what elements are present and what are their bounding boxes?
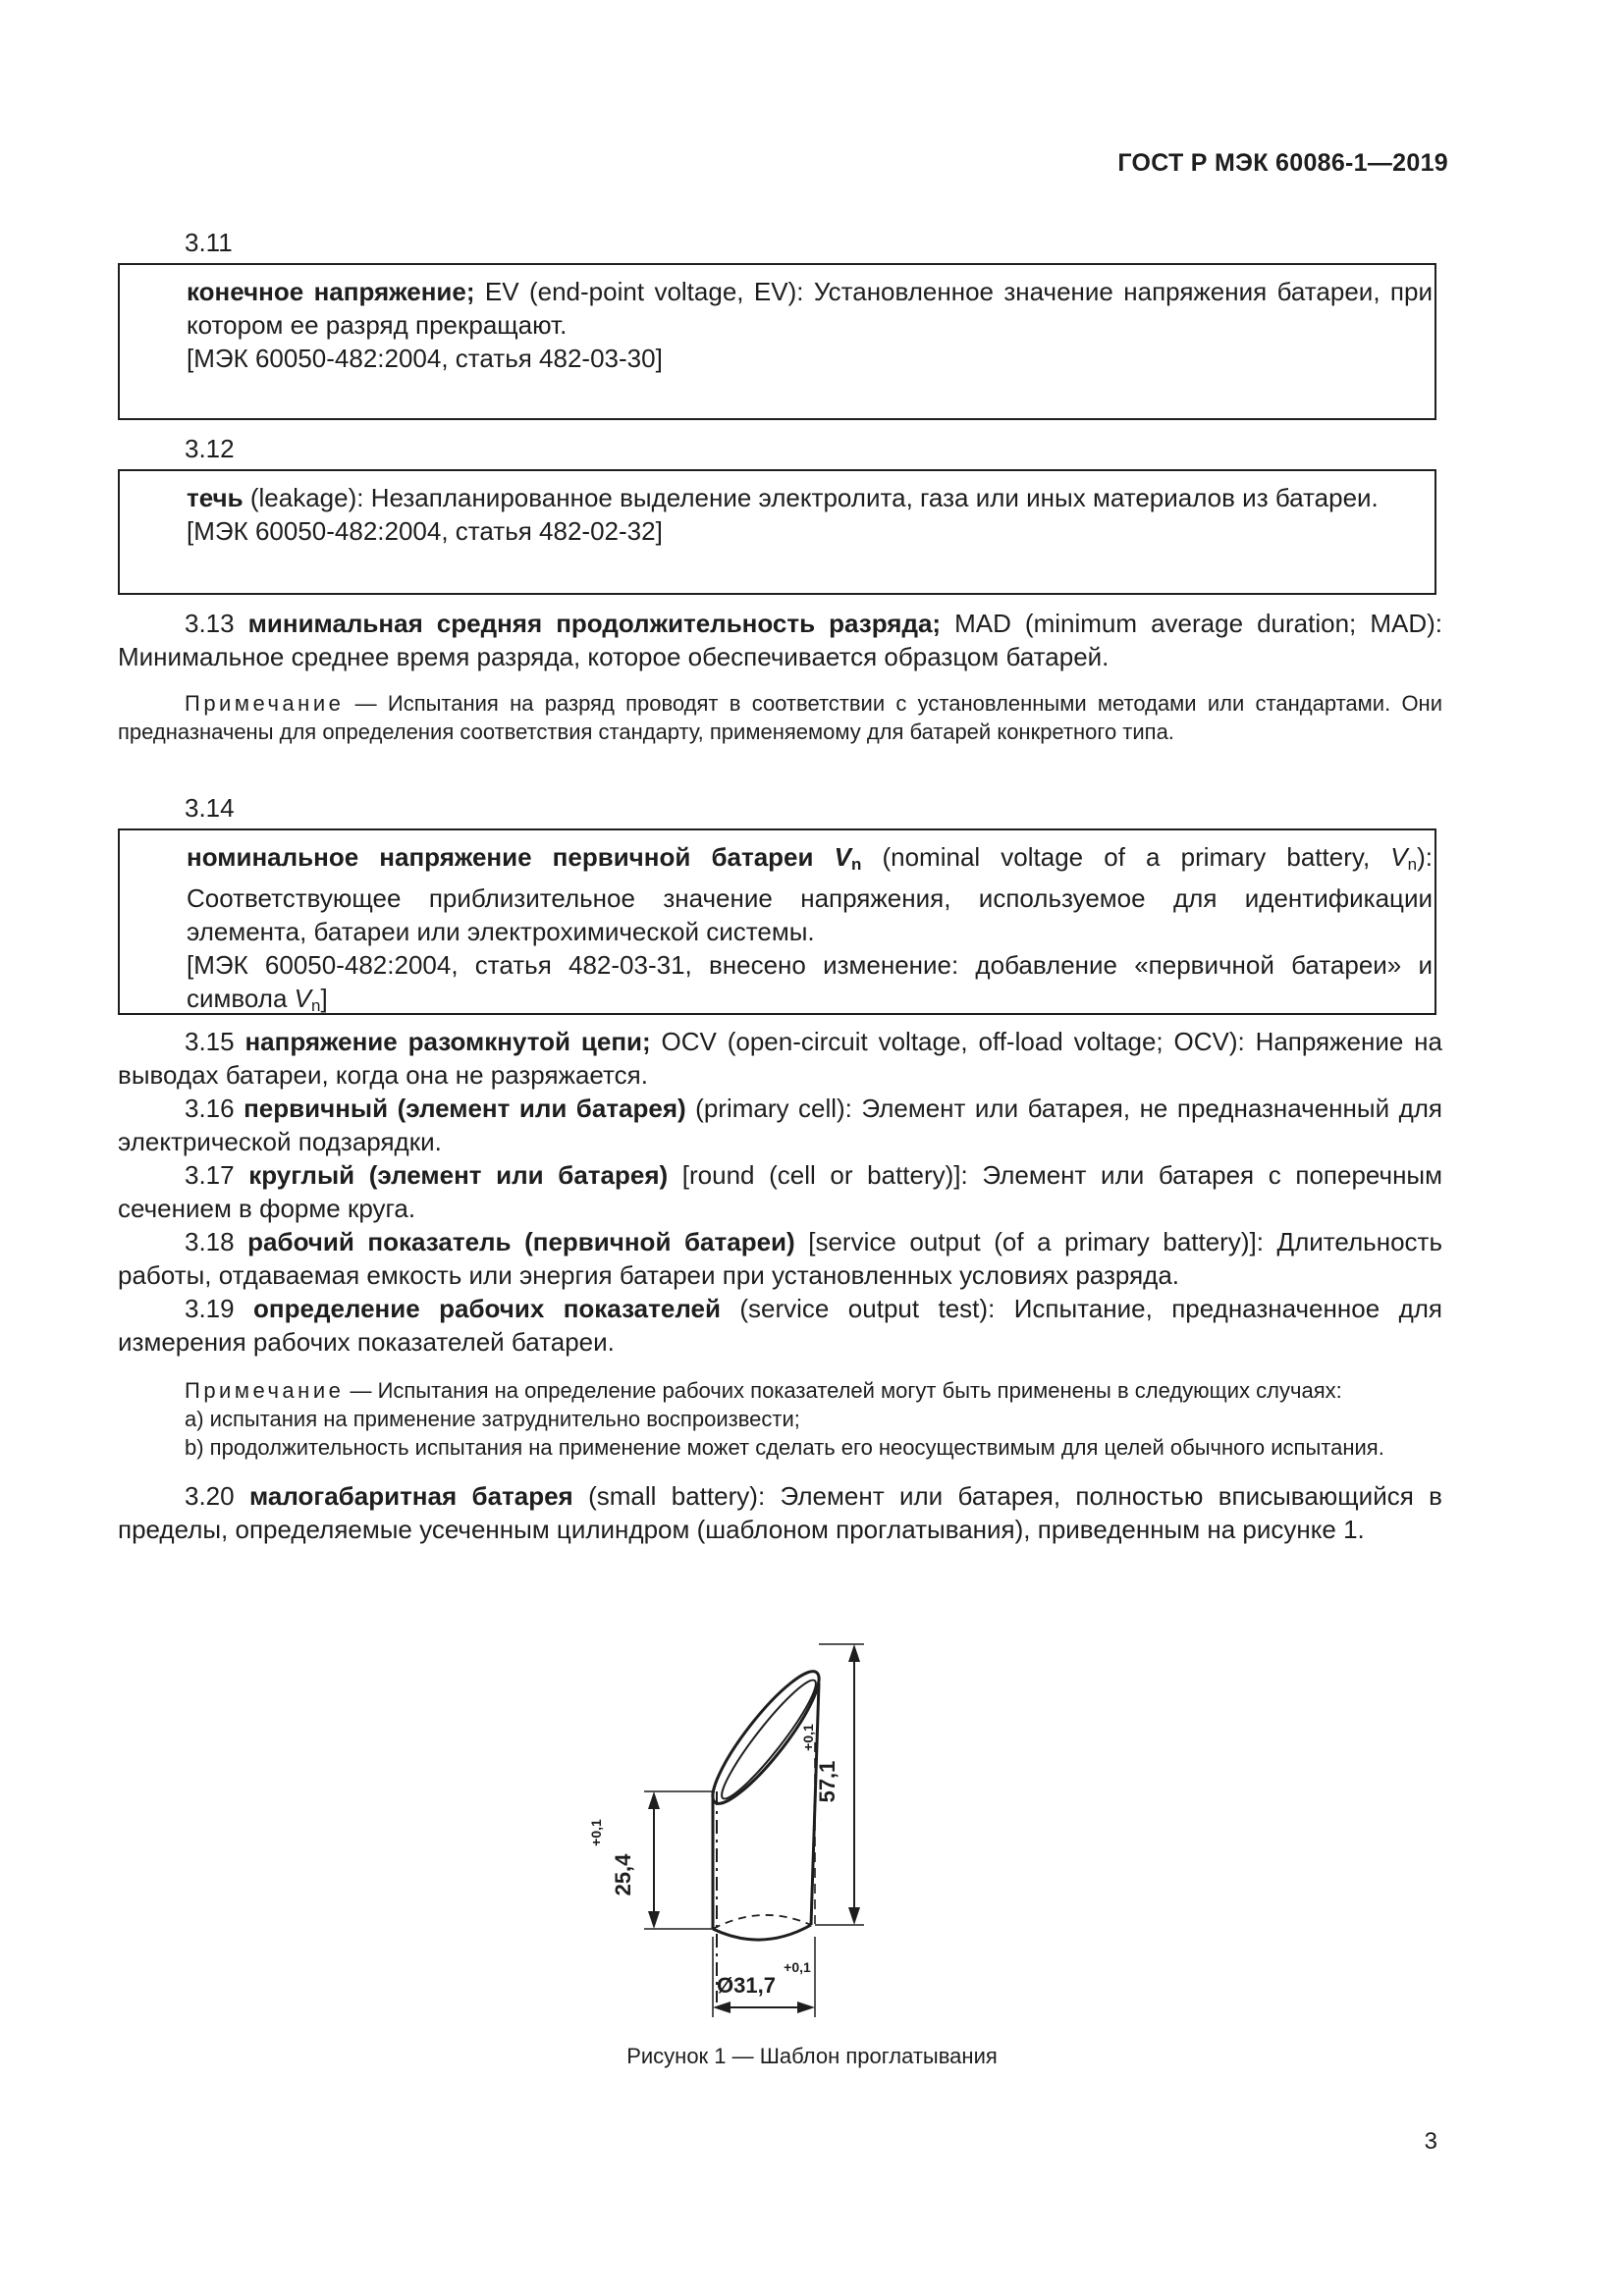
term-text: (service output test): Испытание, предназначенное для измерения рабочих показателей батареи. <box>118 1294 1442 1357</box>
term-definition <box>187 481 1433 514</box>
symbol-n: n <box>1407 855 1418 874</box>
term-definition <box>118 607 1442 673</box>
term-3-12-number-row <box>118 432 1442 465</box>
term-number: 3.15 <box>185 1027 235 1056</box>
note-text: — Испытания на разряд проводят в соответствии с установленными методами или стандартами. Они предназначены для определения соответствия стандарту, применяемому для батарей конкретного типа. <box>118 691 1442 744</box>
term-3-12-box <box>118 469 1436 595</box>
term-number: 3.16 <box>185 1094 235 1123</box>
term-3-11-number-row <box>118 226 1442 259</box>
term-3-13 <box>118 607 1442 746</box>
term-3-16 <box>118 1092 1442 1158</box>
document-code: ГОСТ Р МЭК 60086-1—2019 <box>1117 149 1448 177</box>
term-text: (small battery): Элемент или батарея, полностью вписывающийся в пределы, определяемые усеченным цилиндром (шаблоном проглатывания), приведенным на рисунке 1. <box>118 1481 1442 1544</box>
term-note <box>118 1376 1442 1405</box>
term-number: 3.18 <box>185 1227 235 1256</box>
symbol-v: V <box>834 842 851 872</box>
base-arc <box>713 1925 811 1940</box>
term-3-19 <box>118 1292 1442 1359</box>
term-title: круглый (элемент или батарея) <box>248 1160 669 1190</box>
arrow-up <box>848 1644 860 1662</box>
ref-text: [МЭК 60050-482:2004, статья 482-03-31, внесено изменение: добавление «первичной батареи» и символа <box>187 950 1433 1013</box>
term-3-14-box <box>118 828 1436 1015</box>
term-title: напряжение разомкнутой цепи; <box>244 1027 651 1056</box>
term-3-18 <box>118 1225 1442 1292</box>
term-number: 3.20 <box>185 1481 235 1511</box>
term-3-17 <box>118 1158 1442 1225</box>
term-text: (nominal voltage of a primary battery, <box>861 842 1391 872</box>
term-text: (leakage): Незапланированное выделение электролита, газа или иных материалов из батареи. <box>243 483 1379 512</box>
term-number: 3.19 <box>185 1294 235 1323</box>
term-title: конечное напряжение; <box>187 277 475 306</box>
term-reference: [МЭК 60050-482:2004, статья 482-02-32] <box>187 516 663 546</box>
note-label: Примечание <box>185 1378 345 1403</box>
term-reference <box>187 948 1433 1023</box>
dim-right-tolerance: +0,1 <box>800 1724 816 1751</box>
term-text: (primary cell): Элемент или батарея, не предназначенный для электрической подзарядки. <box>118 1094 1442 1156</box>
arrow-down <box>848 1907 860 1925</box>
dim-left-tolerance: +0,1 <box>588 1819 604 1846</box>
hidden-base-arc <box>713 1915 811 1929</box>
term-number: 3.17 <box>185 1160 235 1190</box>
note-text: — Испытания на определение рабочих показателей могут быть применены в следующих случаях: <box>344 1378 1342 1403</box>
term-3-11-box <box>118 263 1436 420</box>
term-note <box>118 689 1442 746</box>
arrow-up <box>648 1791 660 1809</box>
term-3-15 <box>118 1025 1442 1092</box>
term-3-14-number-row <box>118 791 1442 825</box>
note-item-a: a) испытания на применение затруднительно воспроизвести; <box>185 1407 800 1431</box>
term-title: малогабаритная батарея <box>248 1481 573 1511</box>
term-title: первичный (элемент или батарея) <box>244 1094 686 1123</box>
term-title: рабочий показатель (первичной батареи) <box>247 1227 795 1256</box>
term-number: 3.13 <box>185 609 235 638</box>
term-text: OCV (open-circuit voltage, off-load voltage; OCV): Напряжение на выводах батареи, когда она не разряжается. <box>118 1027 1442 1090</box>
term-definition <box>187 840 1433 948</box>
dim-bottom-label: Ø31,7 <box>717 1973 776 1998</box>
term-text: ): Соответствующее приблизительное значение напряжения, используемое для идентификации элемента, батареи или электрохимической системы. <box>187 842 1433 946</box>
term-text: MAD (minimum average duration; MAD): Минимальное среднее время разряда, которое обеспечивается образцом батарей. <box>118 609 1442 671</box>
arrow-down <box>648 1911 660 1929</box>
term-text: EV (end-point voltage, EV): Установленное значение напряжения батареи, при котором ее разряд прекращают. <box>187 277 1433 340</box>
term-number: 3.14 <box>185 793 235 823</box>
figure-caption: Рисунок 1 — Шаблон проглатывания <box>626 2044 998 2068</box>
page-number: 3 <box>1424 2128 1437 2155</box>
dim-left-label: 25,4 <box>611 1853 635 1896</box>
term-reference: [МЭК 60050-482:2004, статья 482-03-30] <box>187 344 663 373</box>
symbol-v: V <box>294 984 312 1013</box>
term-title: течь <box>187 483 244 512</box>
note-item-b: b) продолжительность испытания на применение может сделать его неосуществимым для целей обычного испытания. <box>185 1435 1384 1460</box>
term-3-20 <box>118 1479 1442 1546</box>
swallow-template-figure <box>569 1625 1001 2027</box>
term-definition <box>187 275 1433 342</box>
term-number: 3.12 <box>185 434 235 463</box>
symbol-n: n <box>311 996 321 1015</box>
symbol-v: V <box>1390 842 1408 872</box>
term-text: [service output (of a primary battery)]: Длительность работы, отдаваемая емкость или энергия батареи при установленных условиях разряда. <box>118 1227 1443 1290</box>
arrow-left <box>713 2002 731 2013</box>
note-label: Примечание <box>185 691 345 716</box>
term-number: 3.11 <box>185 228 233 257</box>
term-title: номинальное напряжение первичной батареи <box>187 842 814 872</box>
term-title: минимальная средняя продолжительность разряда; <box>247 609 942 638</box>
arrow-right <box>797 2002 815 2013</box>
term-title: определение рабочих показателей <box>253 1294 721 1323</box>
dim-right-label: 57,1 <box>815 1760 839 1803</box>
term-text: [round (cell or battery)]: Элемент или батарея с поперечным сечением в форме круга. <box>118 1160 1442 1223</box>
term-list <box>118 1025 1442 1546</box>
dim-bottom-tolerance: +0,1 <box>784 1959 811 1975</box>
symbol-n: n <box>850 855 862 874</box>
ref-text: ] <box>320 984 328 1013</box>
